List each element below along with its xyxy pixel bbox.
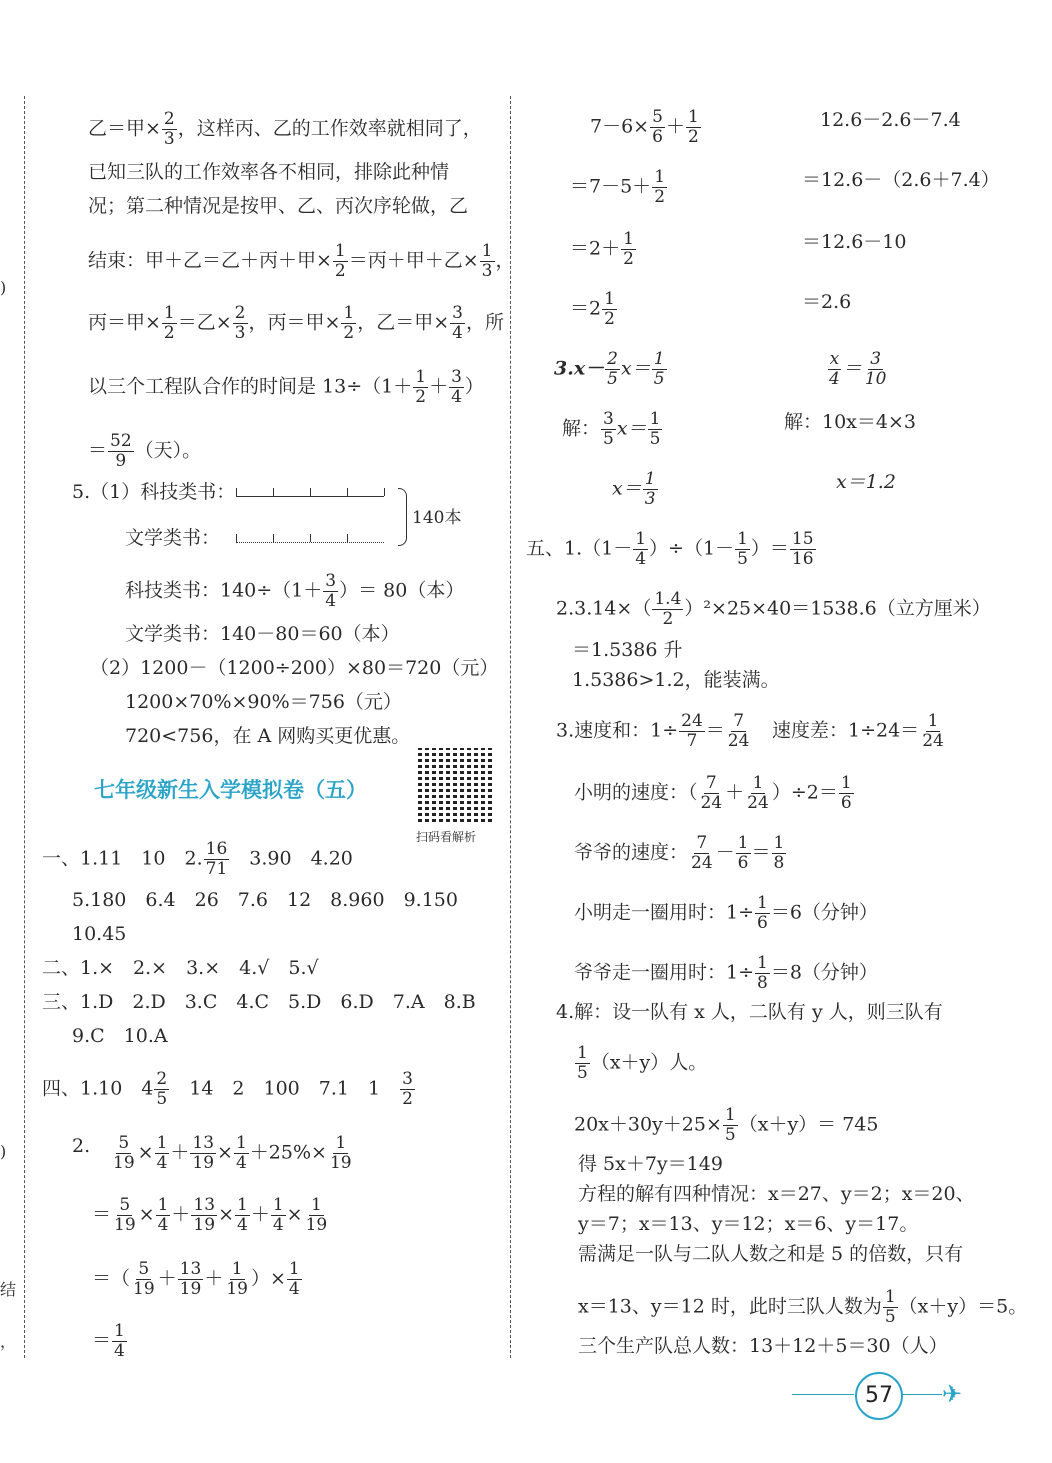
eq3-right-1: $\frac{x}{4}$ ＝ $\frac{3}{10}$ (829, 349, 887, 389)
calc-left-3: ＝2＋ $\frac{1}{2}$ (570, 229, 634, 269)
q5-sci-label: 5.（1）科技类书： (72, 481, 236, 503)
s5-q4c: 20x＋30y＋25× $\frac{1}{5}$ （x＋y）＝ 745 (574, 1105, 879, 1145)
qr-code-icon[interactable] (418, 748, 492, 822)
s5-q2b: ＝1.5386 升 (572, 639, 683, 661)
left-margin-divider (24, 96, 25, 1358)
answers-2: 二、1.× 2.× 3.× 4.√ 5.√ (42, 957, 319, 979)
footer-line (902, 1394, 942, 1395)
brace-label: 140本 (412, 508, 462, 528)
calc-left-2: ＝7－5＋ $\frac{1}{2}$ (570, 167, 666, 207)
calc-right-1: 12.6－2.6－7.4 (820, 109, 961, 131)
answers-3b: 9.C 10.A (72, 1025, 168, 1047)
margin-fragment: 结 (0, 1280, 17, 1299)
s5-q3e: 爷爷走一圈用时：1÷ $\frac{1}{8}$ ＝8（分钟） (574, 953, 878, 993)
s5-q3a: 3.速度和：1÷ $\frac{24}{7}$ ＝ $\frac{7}{24}$ (556, 711, 750, 751)
s5-q4i: 三个生产队总人数：13＋12＋5＝30（人） (578, 1335, 948, 1357)
margin-fragment: ) (0, 278, 7, 297)
expr2-line1: $\frac{5}{19}$ × $\frac{1}{4}$ ＋ $\frac{13}{19}$ × $\frac{1}{4}$ ＋25%× $\frac{1}{19}$ (113, 1133, 352, 1173)
left-line-2: 已知三队的工作效率各不相同，排除此种情 (88, 161, 450, 183)
margin-fragment: ) (0, 1142, 7, 1161)
s5-q3d: 小明走一圈用时：1÷ $\frac{1}{6}$ ＝6（分钟） (574, 893, 878, 933)
calc-left-1: 7－6× $\frac{5}{6}$ ＋ $\frac{1}{2}$ (590, 107, 699, 147)
qr-label: 扫码看解析 (416, 830, 477, 844)
fraction: $\frac{2}{3}$ (163, 109, 175, 149)
answers-4: 四、1.10 4 $\frac{2}{5}$ 14 2 100 7.1 1 $\frac{3}{2}$ (42, 1069, 413, 1109)
s5-q4d: 得 5x＋7y＝149 (578, 1153, 723, 1175)
left-line-3: 况；第二种情况是按甲、乙、丙次序轮做，乙 (88, 195, 469, 217)
calc-left-4: ＝2 $\frac{1}{2}$ (570, 289, 615, 329)
left-line-1: 乙＝甲× $\frac{2}{3}$ ，这样丙、乙的工作效率就相同了， (88, 109, 482, 149)
s5-q4g: 需满足一队与二队人数之和是 5 的倍数，只有 (578, 1243, 964, 1265)
s5-q4f: y＝7；x＝13、y＝12；x＝6、y＝17。 (578, 1213, 919, 1235)
s5-q4b: $\frac{1}{5}$ （x＋y）人。 (577, 1043, 708, 1083)
eq3-line2: 解： $\frac{3}{5}$ x＝ $\frac{1}{5}$ (562, 409, 661, 449)
s5-q2a: 2.3.14×（ $\frac{1.4}{2}$ ）²×25×40＝1538.6（立方厘米） (556, 589, 991, 629)
footer-line (792, 1394, 854, 1395)
airplane-icon: ✈ (942, 1380, 963, 1408)
left-line-5: 丙＝甲× $\frac{1}{2}$ ＝乙× $\frac{2}{3}$ ，丙＝甲× $\frac{1}{2}$ ，乙＝甲× $\frac{3}{4}$ ，所 (88, 303, 505, 343)
q5-calc-1: 科技类书：140÷（1＋ $\frac{3}{4}$ ）＝ 80（本） (125, 571, 465, 611)
q5-part2-b: 1200×70%×90%＝756（元） (125, 691, 402, 713)
expr2-line4: ＝ $\frac{1}{4}$ (92, 1321, 125, 1361)
q5-lit-label: 文学类书： (125, 527, 221, 549)
s5-q4e: 方程的解有四种情况：x＝27、y＝2；x＝20、 (578, 1183, 975, 1205)
answers-1a: 一、1.11 10 2. $\frac{16}{71}$ 3.90 4.20 (42, 839, 353, 879)
margin-fragment: ， (0, 1332, 17, 1351)
section-heading: 七年级新生入学模拟卷（五） (94, 778, 367, 802)
expr2-label: 2. (72, 1135, 91, 1157)
eq3-line1: 3.x－ $\frac{2}{5}$ x＝ $\frac{1}{5}$ (554, 349, 665, 389)
brace (398, 488, 407, 546)
calc-right-2: ＝12.6－（2.6＋7.4） (802, 169, 1000, 191)
s5-q3b: 小明的速度：（ $\frac{7}{24}$ ＋ $\frac{1}{24}$ ）÷2＝ $\frac{1}{6}$ (574, 773, 852, 813)
left-line-4: 结束：甲＋乙＝乙＋丙＋甲× $\frac{1}{2}$ ＝丙＋甲＋乙× $\frac{1}{3}$ ， (88, 241, 515, 281)
answers-1c: 10.45 (72, 923, 127, 945)
answers-3a: 三、1.D 2.D 3.C 4.C 5.D 6.D 7.A 8.B (42, 991, 476, 1013)
s5-q3a-right: 速度差：1÷24＝ $\frac{1}{24}$ (772, 711, 944, 751)
expr2-line2: ＝ $\frac{5}{19}$ × $\frac{1}{4}$ ＋ $\frac{13}{19}$ × $\frac{1}{4}$ ＋ $\frac{1}{4}$ × $\frac{1}{19}$ (92, 1195, 328, 1235)
answers-1b: 5.180 6.4 26 7.6 12 8.960 9.150 (72, 889, 458, 911)
expr2-line3: ＝（ $\frac{5}{19}$ ＋ $\frac{13}{19}$ ＋ $\frac{1}{19}$ ）× $\frac{1}{4}$ (92, 1259, 300, 1299)
s5-q4a: 4.解：设一队有 x 人，二队有 y 人，则三队有 (556, 1001, 943, 1023)
q5-calc-2: 文学类书：140－80＝60（本） (125, 623, 400, 645)
q5-part2-a: （2）1200－（1200÷200）×80＝720（元） (90, 657, 499, 679)
eq3-right-2: 解：10x＝4×3 (784, 411, 916, 433)
calc-right-3: ＝12.6－10 (802, 231, 907, 253)
s5-q1: 五、1.（1－ $\frac{1}{4}$ ）÷（1－ $\frac{1}{5}$ ）＝ $\frac{15}{16}$ (526, 529, 814, 569)
page-number: 57 (855, 1372, 903, 1420)
s5-q3c: 爷爷的速度： $\frac{7}{24}$ － $\frac{1}{6}$ ＝ $\frac{1}{8}$ (574, 833, 785, 873)
q5-part2-c: 720<756，在 A 网购买更优惠。 (125, 725, 411, 747)
left-line-7: ＝ $\frac{52}{9}$ （天）。 (88, 431, 202, 471)
eq3-right-3: x＝1.2 (836, 471, 896, 493)
s5-q4h: x＝13、y＝12 时，此时三队人数为 $\frac{1}{5}$ （x＋y）＝5。 (578, 1287, 1028, 1327)
s5-q2c: 1.5386>1.2，能装满。 (572, 669, 780, 691)
calc-right-4: ＝2.6 (802, 291, 852, 313)
left-line-6: 以三个工程队合作的时间是 13÷（1＋ $\frac{1}{2}$ ＋ $\frac{3}{4}$ ） (88, 367, 484, 407)
eq3-line3: x＝ $\frac{1}{3}$ (612, 469, 656, 509)
column-divider (510, 96, 511, 1358)
